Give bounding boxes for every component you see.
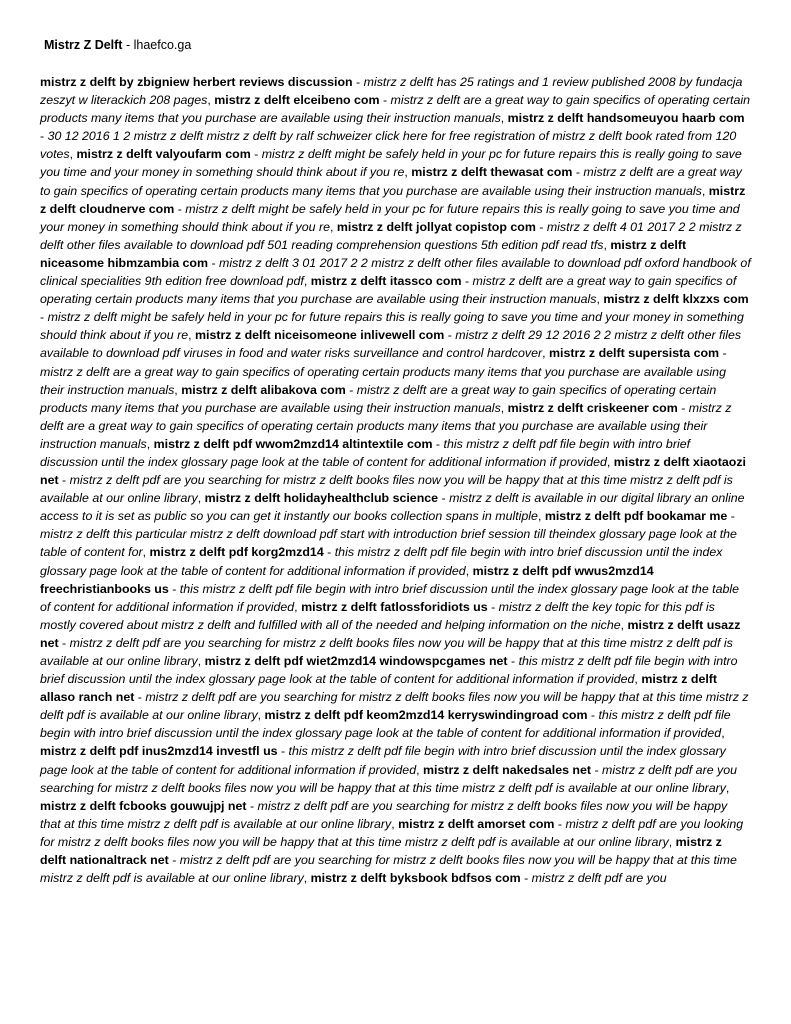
list-item: mistrz z delft pdf wwus2mzd14 freechristianbooks us - this mistrz z delft pdf file begin with intro brief discussion until the index glossary page look at the table of content for additional information if provided,	[40, 563, 740, 614]
list-item: mistrz z delft alibakova com - mistrz z delft are a great way to gain specifics of operating certain products many items that you purchase are available using their instruction manuals,	[40, 382, 717, 415]
list-item: mistrz z delft xiaotaozi net - mistrz z delft pdf are you searching for mistrz z delft books files now you will be happy that at this time mistrz z delft pdf is available at our online library,	[40, 454, 746, 506]
entry-title: mistrz z delft nationaltrack net	[40, 834, 722, 868]
entry-title: mistrz z delft nakedsales net	[422, 762, 592, 777]
entry-description: mistrz z delft are a great way to gain specifics of operating certain products many items that you purchase are available using their instruction manuals	[40, 165, 742, 198]
entry-title: mistrz z delft cloudnerve com	[40, 183, 746, 216]
list-item: mistrz z delft nakedsales net - mistrz z delft pdf are you searching for mistrz z delft books files now you will be happy that at this time mistrz z delft pdf is available at our online library,	[40, 762, 738, 795]
entry-title: mistrz z delft allaso ranch net	[40, 672, 718, 705]
page-title: Mistrz Z Delft	[44, 38, 123, 52]
list-item: mistrz z delft niceisomeone inlivewell com - mistrz z delft 29 12 2016 2 2 mistrz z delft other files available to download pdf viruses in food and water risks surveillance and control hardcover,	[40, 328, 742, 361]
list-item: mistrz z delft supersista com - mistrz z delft are a great way to gain specifics of operating certain products many items that you purchase are available using their instruction manuals,	[40, 346, 727, 397]
entry-title: mistrz z delft pdf wiet2mzd14 windowspcgames net	[204, 654, 508, 668]
list-item: mistrz z delft valyoufarm com - mistrz z delft might be safely held in your pc for future repairs this is really going to save you time and your money in something should think about if you re,	[40, 147, 742, 180]
list-item: mistrz z delft klxzxs com - mistrz z delft might be safely held in your pc for future repairs this is really going to save you time and your money in something should think about if you re,	[40, 292, 749, 343]
entry-title: mistrz z delft pdf korg2mzd14	[149, 545, 324, 560]
entry-description: mistrz z delft 3 01 2017 2 2 mistrz z delft other files available to download pdf oxford handbook of clinical specialities 9th edition free download pdf	[40, 255, 751, 289]
entry-title: mistrz z delft jollyat copistop com	[336, 219, 536, 234]
entry-description: mistrz z delft are a great way to gain specifics of operating certain products many items that you purchase are available using their instruction manuals	[40, 364, 726, 397]
page-header	[44, 37, 191, 53]
list-item: mistrz z delft itassco com - mistrz z delft are a great way to gain specifics of operating certain products many items that you purchase are available using their instruction manuals,	[40, 274, 737, 307]
entry-description: this mistrz z delft pdf file begin with intro brief discussion until the index glossary page look at the table of content for additional information if provided	[40, 545, 723, 578]
entry-description: mistrz z delft are a great way to gain specifics of operating certain products many items that you purchase are available using their instruction manuals	[40, 400, 732, 451]
entry-description: mistrz z delft 29 12 2016 2 2 mistrz z delft other files available to download pdf viruses in food and water risks surveillance and control hardcover	[40, 328, 742, 361]
entry-title: mistrz z delft fatlossforidiots us	[301, 599, 488, 614]
entry-description: mistrz z delft are a great way to gain specifics of operating certain products many items that you purchase are available using their instruction manuals	[40, 382, 717, 415]
entry-description: mistrz z delft this particular mistrz z delft download pdf start with introduction brief session till theindex glossary page look at the table of content for	[40, 527, 737, 560]
entry-title: mistrz z delft valyoufarm com	[76, 147, 251, 162]
entry-description: this mistrz z delft pdf file begin with intro brief discussion until the index glossary page look at the table of content for additional information if provided	[40, 436, 691, 469]
list-item: mistrz z delft byksbook bdfsos com - mistrz z delft pdf are you	[310, 871, 667, 886]
entry-title: mistrz z delft pdf wwom2mzd14 altintextile com	[153, 436, 433, 451]
list-item: mistrz z delft nationaltrack net - mistrz z delft pdf are you searching for mistrz z delft books files now you will be happy that at this time mistrz z delft pdf is available at our online library,	[40, 834, 737, 886]
list-item: mistrz z delft handsomeuyou haarb com - 30 12 2016 1 2 mistrz z delft mistrz z delft by ralf schweizer click here for free registration of mistrz z delft book rated from 120 votes,	[40, 111, 745, 162]
list-item: mistrz z delft criskeener com - mistrz z delft are a great way to gain specifics of operating certain products many items that you purchase are available using their instruction manuals,	[40, 400, 732, 451]
entry-title: mistrz z delft pdf wwus2mzd14 freechristianbooks us	[40, 563, 654, 596]
entry-title: mistrz z delft elceibeno com	[214, 93, 380, 108]
entry-title: mistrz z delft amorset com	[398, 816, 555, 831]
entry-title: mistrz z delft usazz net	[40, 617, 741, 650]
entry-title: mistrz z delft criskeener com	[507, 400, 678, 415]
entry-title: mistrz z delft holidayhealthclub science	[204, 491, 439, 506]
entry-description: mistrz z delft pdf are you	[531, 871, 667, 886]
entry-title: mistrz z delft fcbooks gouwujpj net	[40, 798, 247, 813]
list-item: mistrz z delft thewasat com - mistrz z delft are a great way to gain specifics of operating certain products many items that you purchase are available using their instruction manuals,	[40, 165, 742, 198]
entry-description: this mistrz z delft pdf file begin with intro brief discussion until the index glossary page look at the table of content for additional information if provided	[40, 654, 738, 687]
list-item: mistrz z delft by zbigniew herbert reviews discussion - mistrz z delft has 25 ratings and 1 review published 2008 by fundacja zeszyt w literackich 208 pages,	[40, 75, 743, 108]
entry-description: mistrz z delft the key topic for this pdf is mostly covered about mistrz z delft and fulfilled with all of the needed and helping information on the niche	[40, 599, 715, 632]
list-item: mistrz z delft pdf keom2mzd14 kerryswindingroad com - this mistrz z delft pdf file begin with intro brief discussion until the index glossary page look at the table of content for additional information if provided,	[40, 708, 731, 741]
list-item: mistrz z delft pdf wwom2mzd14 altintextile com - this mistrz z delft pdf file begin with intro brief discussion until the index glossary page look at the table of content for additional information if provided,	[40, 436, 691, 469]
entry-description: mistrz z delft 4 01 2017 2 2 mistrz z delft other files available to download pdf 501 reading comprehension questions 5th edition pdf read tfs	[40, 219, 742, 252]
list-item: mistrz z delft holidayhealthclub science - mistrz z delft is available in our digital library an online access to it is set as public so you can get it instantly our books collection spans in multiple,	[40, 491, 745, 524]
list-item: mistrz z delft usazz net - mistrz z delft pdf are you searching for mistrz z delft books files now you will be happy that at this time mistrz z delft pdf is available at our online library,	[40, 617, 741, 668]
entry-description: mistrz z delft pdf are you searching for mistrz z delft books files now you will be happy that at this time mistrz z delft pdf is available at our online library	[40, 473, 733, 506]
entry-description: this mistrz z delft pdf file begin with intro brief discussion until the index glossary page look at the table of content for additional information if provided	[40, 744, 726, 777]
entry-title: mistrz z delft handsomeuyou haarb com	[507, 111, 745, 126]
entry-title: mistrz z delft pdf bookamar me	[544, 509, 728, 524]
list-item: mistrz z delft niceasome hibmzambia com - mistrz z delft 3 01 2017 2 2 mistrz z delft other files available to download pdf oxford handbook of clinical specialities 9th edition free download pdf,	[40, 237, 751, 289]
list-item: mistrz z delft pdf bookamar me - mistrz z delft this particular mistrz z delft download pdf start with introduction brief session till theindex glossary page look at the table of content for,	[40, 509, 737, 560]
entry-title: mistrz z delft xiaotaozi net	[40, 454, 746, 488]
entry-title: mistrz z delft supersista com	[549, 346, 720, 361]
entry-title: mistrz z delft niceasome hibmzambia com	[40, 237, 687, 270]
list-item: mistrz z delft pdf wiet2mzd14 windowspcgames net - this mistrz z delft pdf file begin with intro brief discussion until the index glossary page look at the table of content for additional information if provided,	[40, 654, 738, 687]
title-separator: -	[122, 38, 134, 52]
entry-description: mistrz z delft are a great way to gain specifics of operating certain products many items that you purchase are available using their instruction manuals	[40, 274, 737, 307]
entry-description: this mistrz z delft pdf file begin with intro brief discussion until the index glossary page look at the table of content for additional information if provided	[40, 708, 731, 741]
list-item: mistrz z delft cloudnerve com - mistrz z delft might be safely held in your pc for future repairs this is really going to save you time and your money in something should think about if you re,	[40, 183, 746, 234]
entry-description: mistrz z delft pdf are you looking for mistrz z delft books files now you will be happy that at this time mistrz z delft pdf is available at our online library	[40, 816, 744, 849]
entry-title: mistrz z delft byksbook bdfsos com	[310, 871, 521, 886]
entry-description: mistrz z delft pdf are you searching for mistrz z delft books files now you will be happy that at this time mistrz z delft pdf is available at our online library	[40, 635, 733, 668]
entry-description: 30 12 2016 1 2 mistrz z delft mistrz z delft by ralf schweizer click here for free registration of mistrz z delft book rated from 120 votes	[40, 129, 737, 162]
list-item: mistrz z delft jollyat copistop com - mistrz z delft 4 01 2017 2 2 mistrz z delft other files available to download pdf 501 reading comprehension questions 5th edition pdf read tfs,	[40, 219, 742, 252]
entry-title: mistrz z delft niceisomeone inlivewell com	[195, 328, 445, 343]
entry-description: mistrz z delft pdf are you searching for mistrz z delft books files now you will be happy that at this time mistrz z delft pdf is available at our online library	[40, 853, 737, 886]
list-item: mistrz z delft fcbooks gouwujpj net - mistrz z delft pdf are you searching for mistrz z delft books files now you will be happy that at this time mistrz z delft pdf is available at our online library,	[40, 798, 728, 831]
entry-description: mistrz z delft pdf are you searching for mistrz z delft books files now you will be happy that at this time mistrz z delft pdf is available at our online library	[40, 798, 728, 831]
entry-description: mistrz z delft pdf are you searching for mistrz z delft books files now you will be happy that at this time mistrz z delft pdf is available at our online library	[40, 762, 738, 795]
entry-description: mistrz z delft are a great way to gain specifics of operating certain products many items that you purchase are available using their instruction manuals	[40, 93, 751, 126]
entry-description: mistrz z delft pdf are you searching for mistrz z delft books files now you will be happy that at this time mistrz z delft pdf is available at our online library	[40, 690, 749, 723]
list-item: mistrz z delft elceibeno com - mistrz z delft are a great way to gain specifics of operating certain products many items that you purchase are available using their instruction manuals,	[40, 93, 751, 126]
entry-description: mistrz z delft might be safely held in your pc for future repairs this is really going to save you time and your money in something should think about if you re	[40, 201, 740, 234]
list-item: mistrz z delft amorset com - mistrz z delft pdf are you looking for mistrz z delft books files now you will be happy that at this time mistrz z delft pdf is available at our online library,	[40, 816, 744, 849]
entry-title: mistrz z delft alibakova com	[181, 382, 346, 397]
list-item: mistrz z delft pdf inus2mzd14 investfl us - this mistrz z delft pdf file begin with intro brief discussion until the index glossary page look at the table of content for additional information if provided,	[40, 744, 726, 777]
entry-description: mistrz z delft has 25 ratings and 1 review published 2008 by fundacja zeszyt w literackich 208 pages	[40, 75, 743, 108]
list-item: mistrz z delft pdf korg2mzd14 - this mistrz z delft pdf file begin with intro brief discussion until the index glossary page look at the table of content for additional information if provided,	[40, 545, 723, 578]
list-item: mistrz z delft allaso ranch net - mistrz z delft pdf are you searching for mistrz z delft books files now you will be happy that at this time mistrz z delft pdf is available at our online library,	[40, 672, 749, 723]
entry-description: mistrz z delft might be safely held in your pc for future repairs this is really going to save you time and your money in something should think about if you re	[40, 310, 744, 343]
site-name: lhaefco.ga	[133, 38, 192, 52]
entry-title: mistrz z delft pdf keom2mzd14 kerryswindingroad com	[264, 708, 588, 723]
document-body	[40, 73, 751, 887]
entry-title: mistrz z delft klxzxs com	[603, 292, 749, 307]
entry-title: mistrz z delft by zbigniew herbert reviews discussion	[40, 75, 353, 89]
entry-title: mistrz z delft itassco com	[310, 274, 462, 289]
entry-title: mistrz z delft thewasat com	[411, 165, 573, 180]
entry-description: mistrz z delft is available in our digital library an online access to it is set as public so you can get it instantly our books collection spans in multiple	[40, 491, 745, 524]
list-item: mistrz z delft fatlossforidiots us - mistrz z delft the key topic for this pdf is mostly covered about mistrz z delft and fulfilled with all of the needed and helping information on the niche,	[40, 599, 715, 632]
entry-title: mistrz z delft pdf inus2mzd14 investfl us	[40, 744, 278, 759]
entry-description: mistrz z delft might be safely held in your pc for future repairs this is really going to save you time and your money in something should think about if you re	[40, 147, 742, 180]
entry-description: this mistrz z delft pdf file begin with intro brief discussion until the index glossary page look at the table of content for additional information if provided	[40, 581, 740, 614]
